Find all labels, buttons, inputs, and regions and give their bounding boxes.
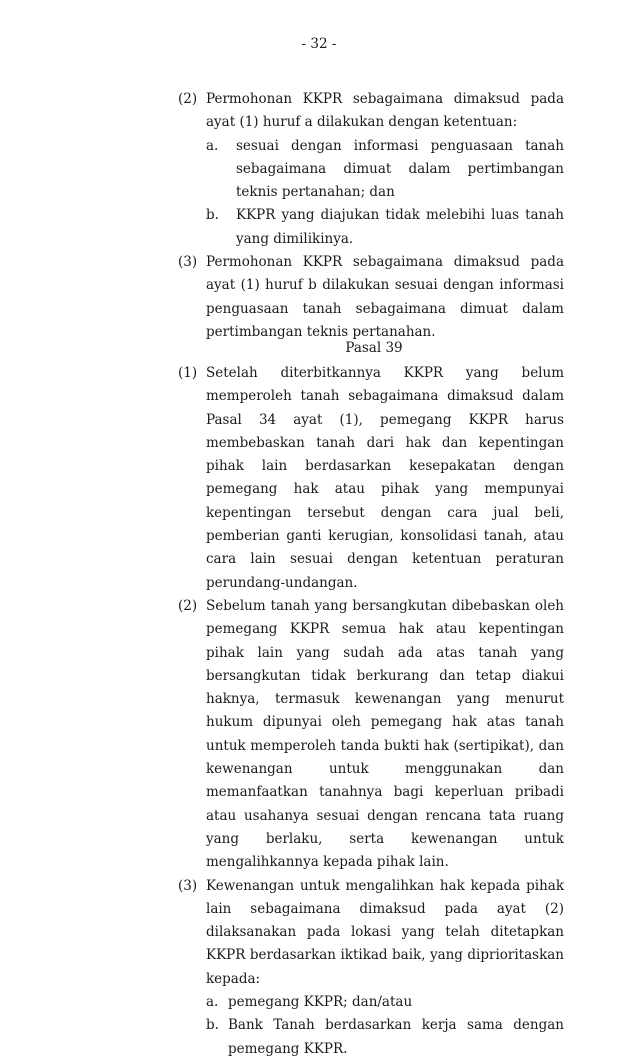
sub-item-a	[206, 991, 564, 1014]
pasal-body	[178, 362, 564, 1061]
sub-item-letter: b.	[206, 1017, 219, 1034]
paragraph-number: (2)	[178, 91, 198, 107]
paragraph-number: (3)	[178, 877, 198, 894]
paragraph-number: (1)	[178, 365, 198, 381]
section-top	[178, 88, 564, 344]
paragraph-text: Permohonan KKPR sebagaimana dimaksud pada ayat (1) huruf a dilakukan dengan ketentuan:	[206, 91, 564, 131]
page-number: - 32 -	[301, 36, 337, 52]
paragraph-number: (3)	[178, 254, 198, 271]
sub-item-b	[206, 204, 564, 251]
pasal-paragraph-1	[178, 362, 564, 595]
sub-item-letter: b.	[206, 207, 219, 224]
sub-item-letter: a.	[206, 994, 219, 1011]
sub-item-text: Bank Tanah berdasarkan kerja sama dengan pemegang KKPR.	[228, 1017, 564, 1057]
pasal-paragraph-3	[178, 875, 564, 1061]
sub-item-text: pemegang KKPR; dan/atau	[228, 994, 413, 1011]
sub-item-text: KKPR yang diajukan tidak melebihi luas tanah yang dimilikinya.	[236, 207, 564, 247]
sub-item-letter: a.	[206, 137, 219, 154]
paragraph-text: Kewenangan untuk mengalihkan hak kepada pihak lain sebagaimana dimaksud pada ayat (2) dilaksanakan pada lokasi yang telah ditetapkan KKPR berdasarkan iktikad baik, yang diprioritaskan kepada:	[206, 877, 564, 987]
paragraph-text: Permohonan KKPR sebagaimana dimaksud pada ayat (1) huruf b dilakukan sesuai dengan informasi penguasaan tanah sebagaimana dimuat dalam pertimbangan teknis pertanahan.	[206, 254, 564, 340]
pasal-paragraph-2	[178, 595, 564, 875]
pasal-heading: Pasal 39	[345, 340, 403, 356]
sub-item-b	[206, 1014, 564, 1061]
paragraph-text: Sebelum tanah yang bersangkutan dibebaskan oleh pemegang KKPR semua hak atau kepentingan pihak lain yang sudah ada atas tanah yang bersangkutan tidak berkurang dan tetap diakui haknya, termasuk kewenangan yang menurut hukum dipunyai oleh pemegang hak atas tanah untuk memperoleh tanda bukti hak (sertipikat), dan kewenangan untuk menggunakan dan memanfaatkan tanahnya bagi keperluan pribadi atau usahanya sesuai dengan rencana tata ruang yang berlaku, serta kewenangan untuk mengalihkannya kepada pihak lain.	[206, 597, 564, 871]
sub-item-a	[206, 135, 564, 205]
sub-item-text: sesuai dengan informasi penguasaan tanah sebagaimana dimuat dalam pertimbangan teknis pertanahan; dan	[236, 137, 564, 201]
paragraph-3	[178, 251, 564, 344]
paragraph-text: Setelah diterbitkannya KKPR yang belum memperoleh tanah sebagaimana dimaksud dalam Pasal 34 ayat (1), pemegang KKPR harus membebaskan tanah dari hak dan kepentingan pihak lain berdasarkan kesepakatan dengan pemegang hak atau pihak yang mempunyai kepentingan tersebut dengan cara jual beli, pemberian ganti kerugian, konsolidasi tanah, atau cara lain sesuai dengan ketentuan peraturan perundang-undangan.	[206, 365, 564, 591]
paragraph-number: (2)	[178, 597, 198, 614]
paragraph-2	[178, 88, 564, 251]
